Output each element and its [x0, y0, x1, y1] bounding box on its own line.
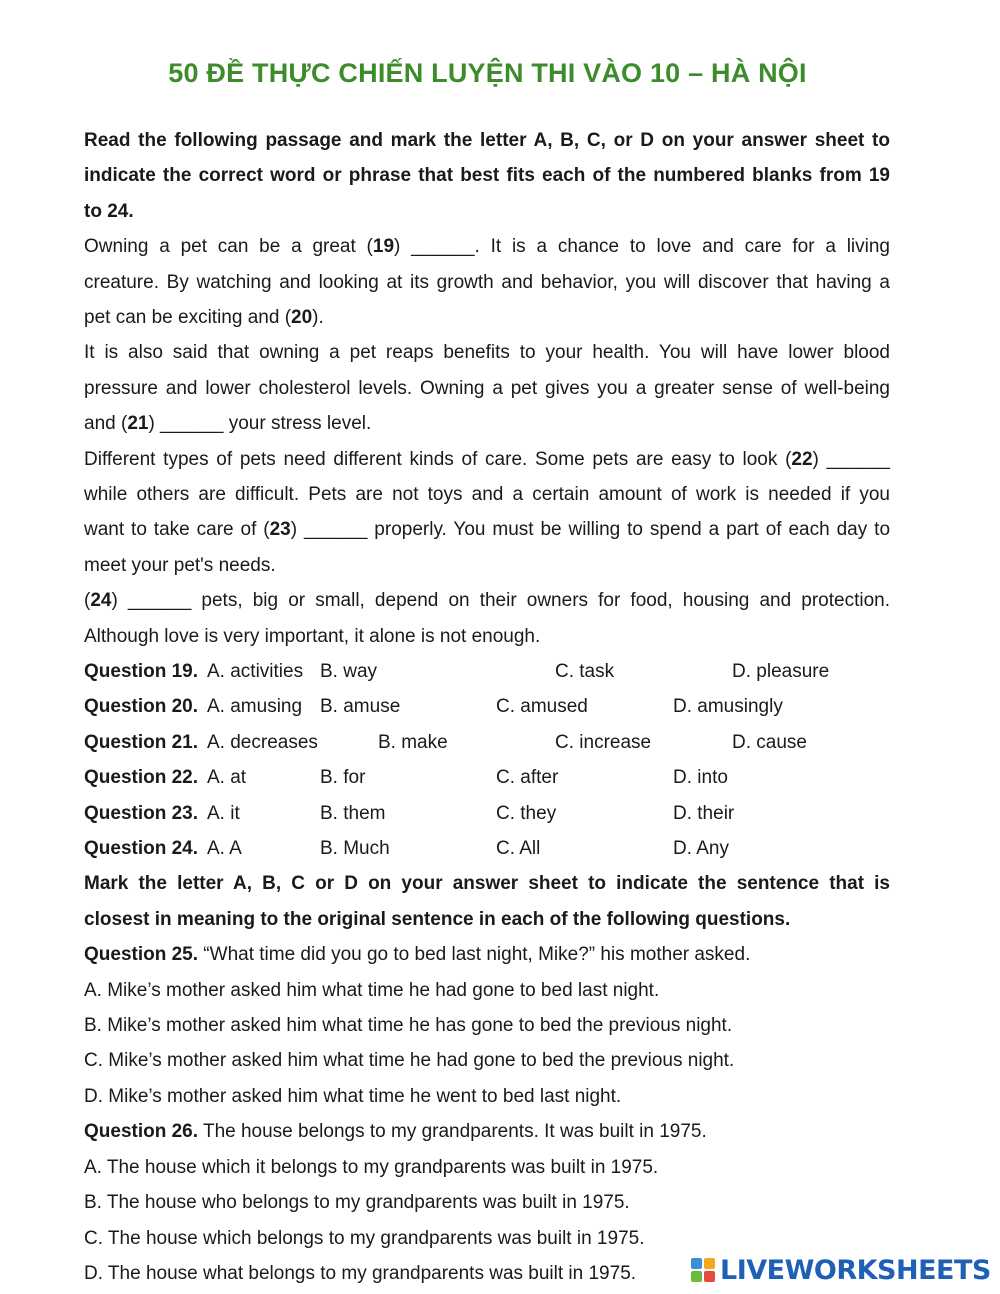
option-a[interactable]: A. activities [207, 661, 304, 683]
question-stem: Question 26. The house belongs to my grandparents. It was built in 1975. [84, 1121, 707, 1143]
option-c[interactable]: C. after [496, 767, 559, 789]
passage-line: Although love is very important, it alone is not enough. [84, 625, 541, 647]
passage-line: creature. By watching and looking at its growth and behavior, you will discover that having a [84, 271, 890, 293]
option-d[interactable]: D. pleasure [732, 661, 830, 683]
passage-line: and (21) ______ your stress level. [84, 413, 372, 435]
passage-line: want to take care of (23) ______ properly. You must be willing to spend a part of each day to [84, 519, 891, 541]
option-b[interactable]: B. Much [320, 838, 390, 860]
instruction-line: closest in meaning to the original sentence in each of the following questions. [84, 908, 791, 930]
option-b[interactable]: B. for [320, 767, 366, 789]
logo-text: LIVEWORKSHEETS [720, 1254, 991, 1286]
blank-number: 19 [372, 236, 395, 258]
option-a[interactable]: A. amusing [207, 696, 303, 718]
question-label: Question 25. [84, 944, 199, 966]
blank-number: 24 [90, 590, 112, 612]
option-c[interactable]: C. increase [555, 731, 652, 753]
option-d[interactable]: D. cause [732, 731, 807, 753]
question-row [84, 689, 890, 724]
question-stem: Question 25. “What time did you go to bed last night, Mike?” his mother asked. [84, 944, 751, 966]
option-d[interactable]: D. amusingly [673, 696, 783, 718]
liveworksheets-logo-icon [690, 1257, 716, 1283]
option-c[interactable]: C. amused [496, 696, 588, 718]
option-c[interactable]: C. task [555, 661, 615, 683]
option-a[interactable]: A. it [207, 802, 240, 824]
instruction-line: to 24. [84, 200, 134, 222]
instruction-line: Read the following passage and mark the letter A, B, C, or D on your answer sheet to [84, 130, 890, 151]
question-label: Question 21. [84, 731, 199, 753]
option-b[interactable]: B. way [320, 661, 378, 683]
page-title: 50 ĐỀ THỰC CHIẾN LUYỆN THI VÀO 10 – HÀ NỘI [168, 58, 807, 88]
question-row [84, 760, 890, 795]
passage-line: pet can be exciting and (20). [84, 307, 324, 329]
question-row [84, 831, 890, 866]
passage-line: meet your pet's needs. [84, 554, 276, 576]
passage-line: Different types of pets need different kinds of care. Some pets are easy to look (22) ______ [84, 448, 890, 470]
passage-line: It is also said that owning a pet reaps benefits to your health. You will have lower blood [84, 342, 890, 364]
option-d[interactable]: D. Any [673, 838, 729, 860]
liveworksheets-logo [690, 1252, 991, 1288]
question-row [84, 725, 890, 760]
option-d[interactable]: D. The house what belongs to my grandparents was built in 1975. [84, 1262, 637, 1284]
instruction-line: indicate the correct word or phrase that best fits each of the numbered blanks from 19 [84, 165, 890, 187]
option-c[interactable]: C. The house which belongs to my grandparents was built in 1975. [84, 1227, 645, 1249]
option-a[interactable]: A. The house which it belongs to my grandparents was built in 1975. [84, 1156, 659, 1178]
option-b[interactable]: B. The house who belongs to my grandparents was built in 1975. [84, 1192, 630, 1214]
blank-number: 20 [291, 307, 313, 329]
passage-line: while others are difficult. Pets are not toys and a certain amount of work is needed if you [84, 484, 890, 506]
option-a[interactable]: A. at [207, 767, 247, 789]
option-d[interactable]: D. their [673, 802, 735, 824]
option-c[interactable]: C. they [496, 802, 557, 824]
blank-number: 21 [127, 413, 149, 435]
option-c[interactable]: C. All [496, 838, 541, 860]
option-b[interactable]: B. them [320, 802, 386, 824]
option-a[interactable]: A. decreases [207, 731, 318, 753]
question-label: Question 19. [84, 661, 199, 683]
question-label: Question 23. [84, 802, 199, 824]
question-label: Question 20. [84, 696, 199, 718]
option-b[interactable]: B. Mike’s mother asked him what time he has gone to bed the previous night. [84, 1015, 733, 1037]
blank-number: 22 [791, 448, 813, 470]
question-row [84, 654, 890, 689]
passage-line: (24) ______ pets, big or small, depend on their owners for food, housing and protection. [84, 590, 890, 612]
passage-line: pressure and lower cholesterol levels. Owning a pet gives you a greater sense of well-being [84, 377, 890, 399]
worksheet-content [84, 123, 890, 1291]
question-label: Question 24. [84, 838, 199, 860]
question-label: Question 22. [84, 767, 199, 789]
passage-line: Owning a pet can be a great (19) ______. It is a chance to love and care for a living [84, 236, 890, 258]
option-b[interactable]: B. amuse [320, 696, 401, 718]
option-d[interactable]: D. Mike’s mother asked him what time he went to bed last night. [84, 1085, 622, 1107]
instruction-line: Mark the letter A, B, C or D on your answer sheet to indicate the sentence that is [84, 873, 890, 895]
blank-number: 23 [269, 519, 291, 541]
option-d[interactable]: D. into [673, 767, 728, 789]
question-label: Question 26. [84, 1121, 199, 1143]
option-a[interactable]: A. A [207, 838, 242, 860]
option-a[interactable]: A. Mike’s mother asked him what time he had gone to bed last night. [84, 979, 660, 1001]
option-c[interactable]: C. Mike’s mother asked him what time he had gone to bed the previous night. [84, 1050, 735, 1072]
question-row [84, 796, 890, 831]
option-b[interactable]: B. make [378, 731, 448, 753]
